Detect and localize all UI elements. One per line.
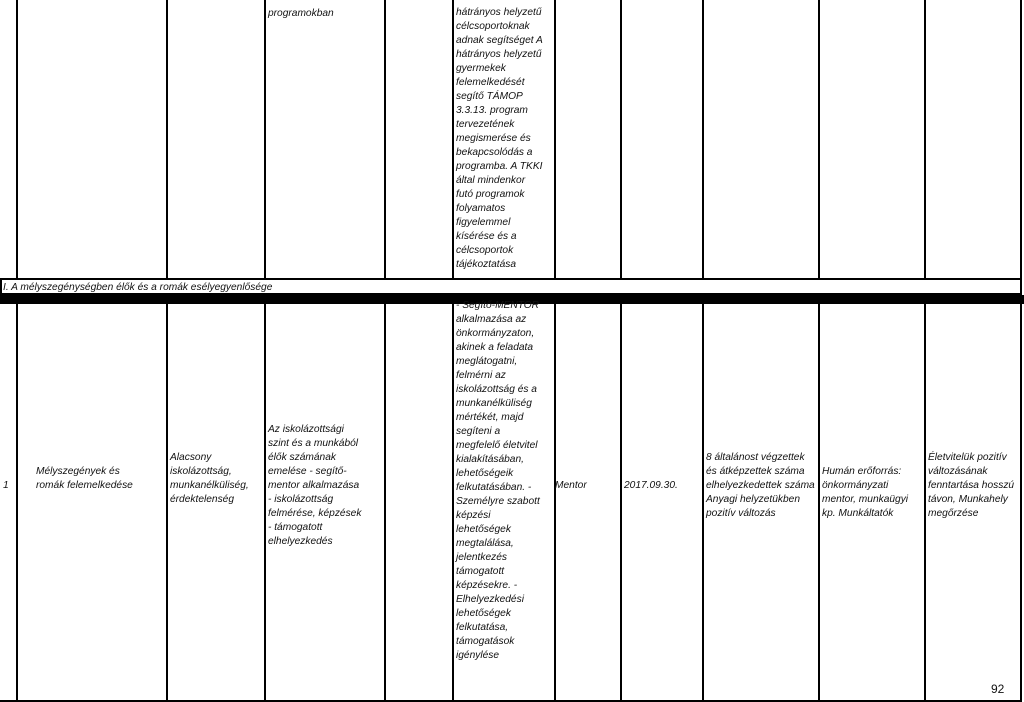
top-actions-line: segítő TÁMOP	[456, 91, 523, 102]
top-cell-10	[820, 0, 926, 280]
top-actions-line: hátrányos helyzetű	[456, 7, 542, 18]
row-actions-line: jelentkezés	[456, 552, 507, 563]
row-actions-line: felkutatásában. -	[456, 482, 532, 493]
top-actions-line: tervezetének	[456, 119, 515, 130]
row-responsible: Mentor	[555, 480, 587, 491]
top-cell-9	[704, 0, 820, 280]
section-heading: I. A mélyszegénységben élők és a romák esélyegyenlősége	[3, 282, 273, 293]
top-actions-line: felemelkedését	[456, 77, 525, 88]
top-actions-line: kísérése és a	[456, 231, 517, 242]
row-actions-line: segíteni a	[456, 426, 501, 437]
row-title-line: Mélyszegények és	[36, 466, 120, 477]
row-title-line: romák felemelkedése	[36, 480, 133, 491]
row-actions-line: felmérni az	[456, 370, 506, 381]
top-cell-8	[622, 0, 704, 280]
row-resources-line: Humán erőforrás:	[822, 466, 902, 477]
row-indicator-line: elhelyezkedettek száma	[706, 480, 815, 491]
row-goal-line: emelése - segítő-	[268, 466, 347, 477]
row-indicator-line: és átképzettek száma	[706, 466, 805, 477]
row-indicator-line: Anyagi helyzetükben	[706, 494, 801, 505]
row-sustainability-line: Életvitelük pozitív	[928, 452, 1007, 463]
top-actions-line: célcsoportok	[456, 245, 514, 256]
top-actions-line: programba. A TKKI	[456, 161, 543, 172]
row-resources-line: önkormányzati	[822, 480, 889, 491]
row-indicator-line: pozitív változás	[706, 508, 776, 519]
row-actions-line: felkutatása,	[456, 622, 509, 633]
top-cell-4	[266, 0, 386, 280]
row-actions-line: - Segítő-MENTOR	[456, 300, 540, 311]
row-goal-line: - iskolázottság	[268, 494, 334, 505]
row-actions-line: meglátogatni,	[456, 356, 518, 367]
top-cell-11	[926, 0, 1022, 280]
top-actions-line: célcsoportoknak	[456, 21, 530, 32]
page-number: 92	[991, 682, 1005, 696]
row-problem-line: munkanélküliség,	[170, 480, 249, 491]
row-goal-line: mentor alkalmazása	[268, 480, 360, 491]
row-actions-line: lehetőségek	[456, 608, 511, 619]
top-actions-line: által mindenkor	[456, 175, 526, 186]
top-actions-line: futó programok	[456, 189, 525, 200]
row-actions-line: kialakításában,	[456, 454, 524, 465]
row-actions-line: munkanélküliség	[456, 398, 532, 409]
top-actions-line: 3.3.13. program	[456, 105, 528, 116]
top-actions-line: bekapcsolódás a	[456, 147, 533, 158]
top-actions-line: figyelemmel	[456, 217, 511, 228]
top-programs-text: programokban	[268, 8, 334, 19]
row1-empty-cell	[386, 304, 454, 702]
row-number: 1	[3, 480, 9, 491]
top-actions-line: hátrányos helyzetű	[456, 49, 542, 60]
top-cell-1	[0, 0, 18, 280]
row-actions-line: Elhelyezkedési	[456, 594, 524, 605]
row-actions-line: alkalmazása az	[456, 314, 527, 325]
row-goal-line: szint és a munkából	[268, 438, 359, 449]
top-cell-3	[168, 0, 266, 280]
row-goal-line: elhelyezkedés	[268, 536, 333, 547]
row-actions-line: Személyre szabott	[456, 496, 540, 507]
top-actions-line: megismerése és	[456, 133, 531, 144]
row-indicator-line: 8 általánost végzettek	[706, 452, 805, 463]
row-goal-line: Az iskolázottsági	[268, 424, 344, 435]
row-actions-line: képzési	[456, 510, 491, 521]
top-actions-line: folyamatos	[456, 203, 506, 214]
row-resources-line: mentor, munkaügyi	[822, 494, 909, 505]
row1-deadline-cell	[622, 304, 704, 702]
row-actions-line: támogatások	[456, 636, 515, 647]
row-goal-line: felmérése, képzések	[268, 508, 362, 519]
row-sustainability-line: megőrzése	[928, 508, 979, 519]
row-actions-line: iskolázottság és a	[456, 384, 537, 395]
top-cell-2	[18, 0, 168, 280]
row1-title-cell	[18, 304, 168, 702]
row-sustainability-line: változásának	[928, 466, 988, 477]
row-actions-line: önkormányzaton,	[456, 328, 535, 339]
row-problem-line: iskolázottság,	[170, 466, 232, 477]
row1-responsible-cell	[556, 304, 622, 702]
row-actions-line: képzésekre. -	[456, 580, 518, 591]
top-actions-line: tájékoztatása	[456, 259, 517, 270]
top-cell-7	[556, 0, 622, 280]
row-sustainability-line: fenntartása hosszú	[928, 480, 1015, 491]
top-cell-5	[386, 0, 454, 280]
row-actions-line: lehetőségeik	[456, 468, 514, 479]
row-sustainability-line: távon, Munkahely	[928, 494, 1008, 505]
row-actions-line: lehetőségek	[456, 524, 511, 535]
row-deadline: 2017.09.30.	[624, 480, 678, 491]
row1-number-cell	[0, 304, 18, 702]
top-actions-line: gyermekek	[456, 63, 506, 74]
row-problem-line: érdektelenség	[170, 494, 235, 505]
row-goal-line: - támogatott	[268, 522, 323, 533]
row-resources-line: kp. Munkáltatók	[822, 508, 894, 519]
top-actions-line: adnak segítséget A	[456, 35, 543, 46]
row-actions-line: megfelelő életvitel	[456, 440, 538, 451]
row-actions-line: akinek a feladata	[456, 342, 534, 353]
row-actions-line: támogatott	[456, 566, 505, 577]
row-problem-line: Alacsony	[170, 452, 212, 463]
row-actions-line: igénylése	[456, 650, 500, 661]
row-actions-line: mértékét, majd	[456, 412, 524, 423]
row-goal-line: élők számának	[268, 452, 336, 463]
row-actions-line: megtalálása,	[456, 538, 514, 549]
